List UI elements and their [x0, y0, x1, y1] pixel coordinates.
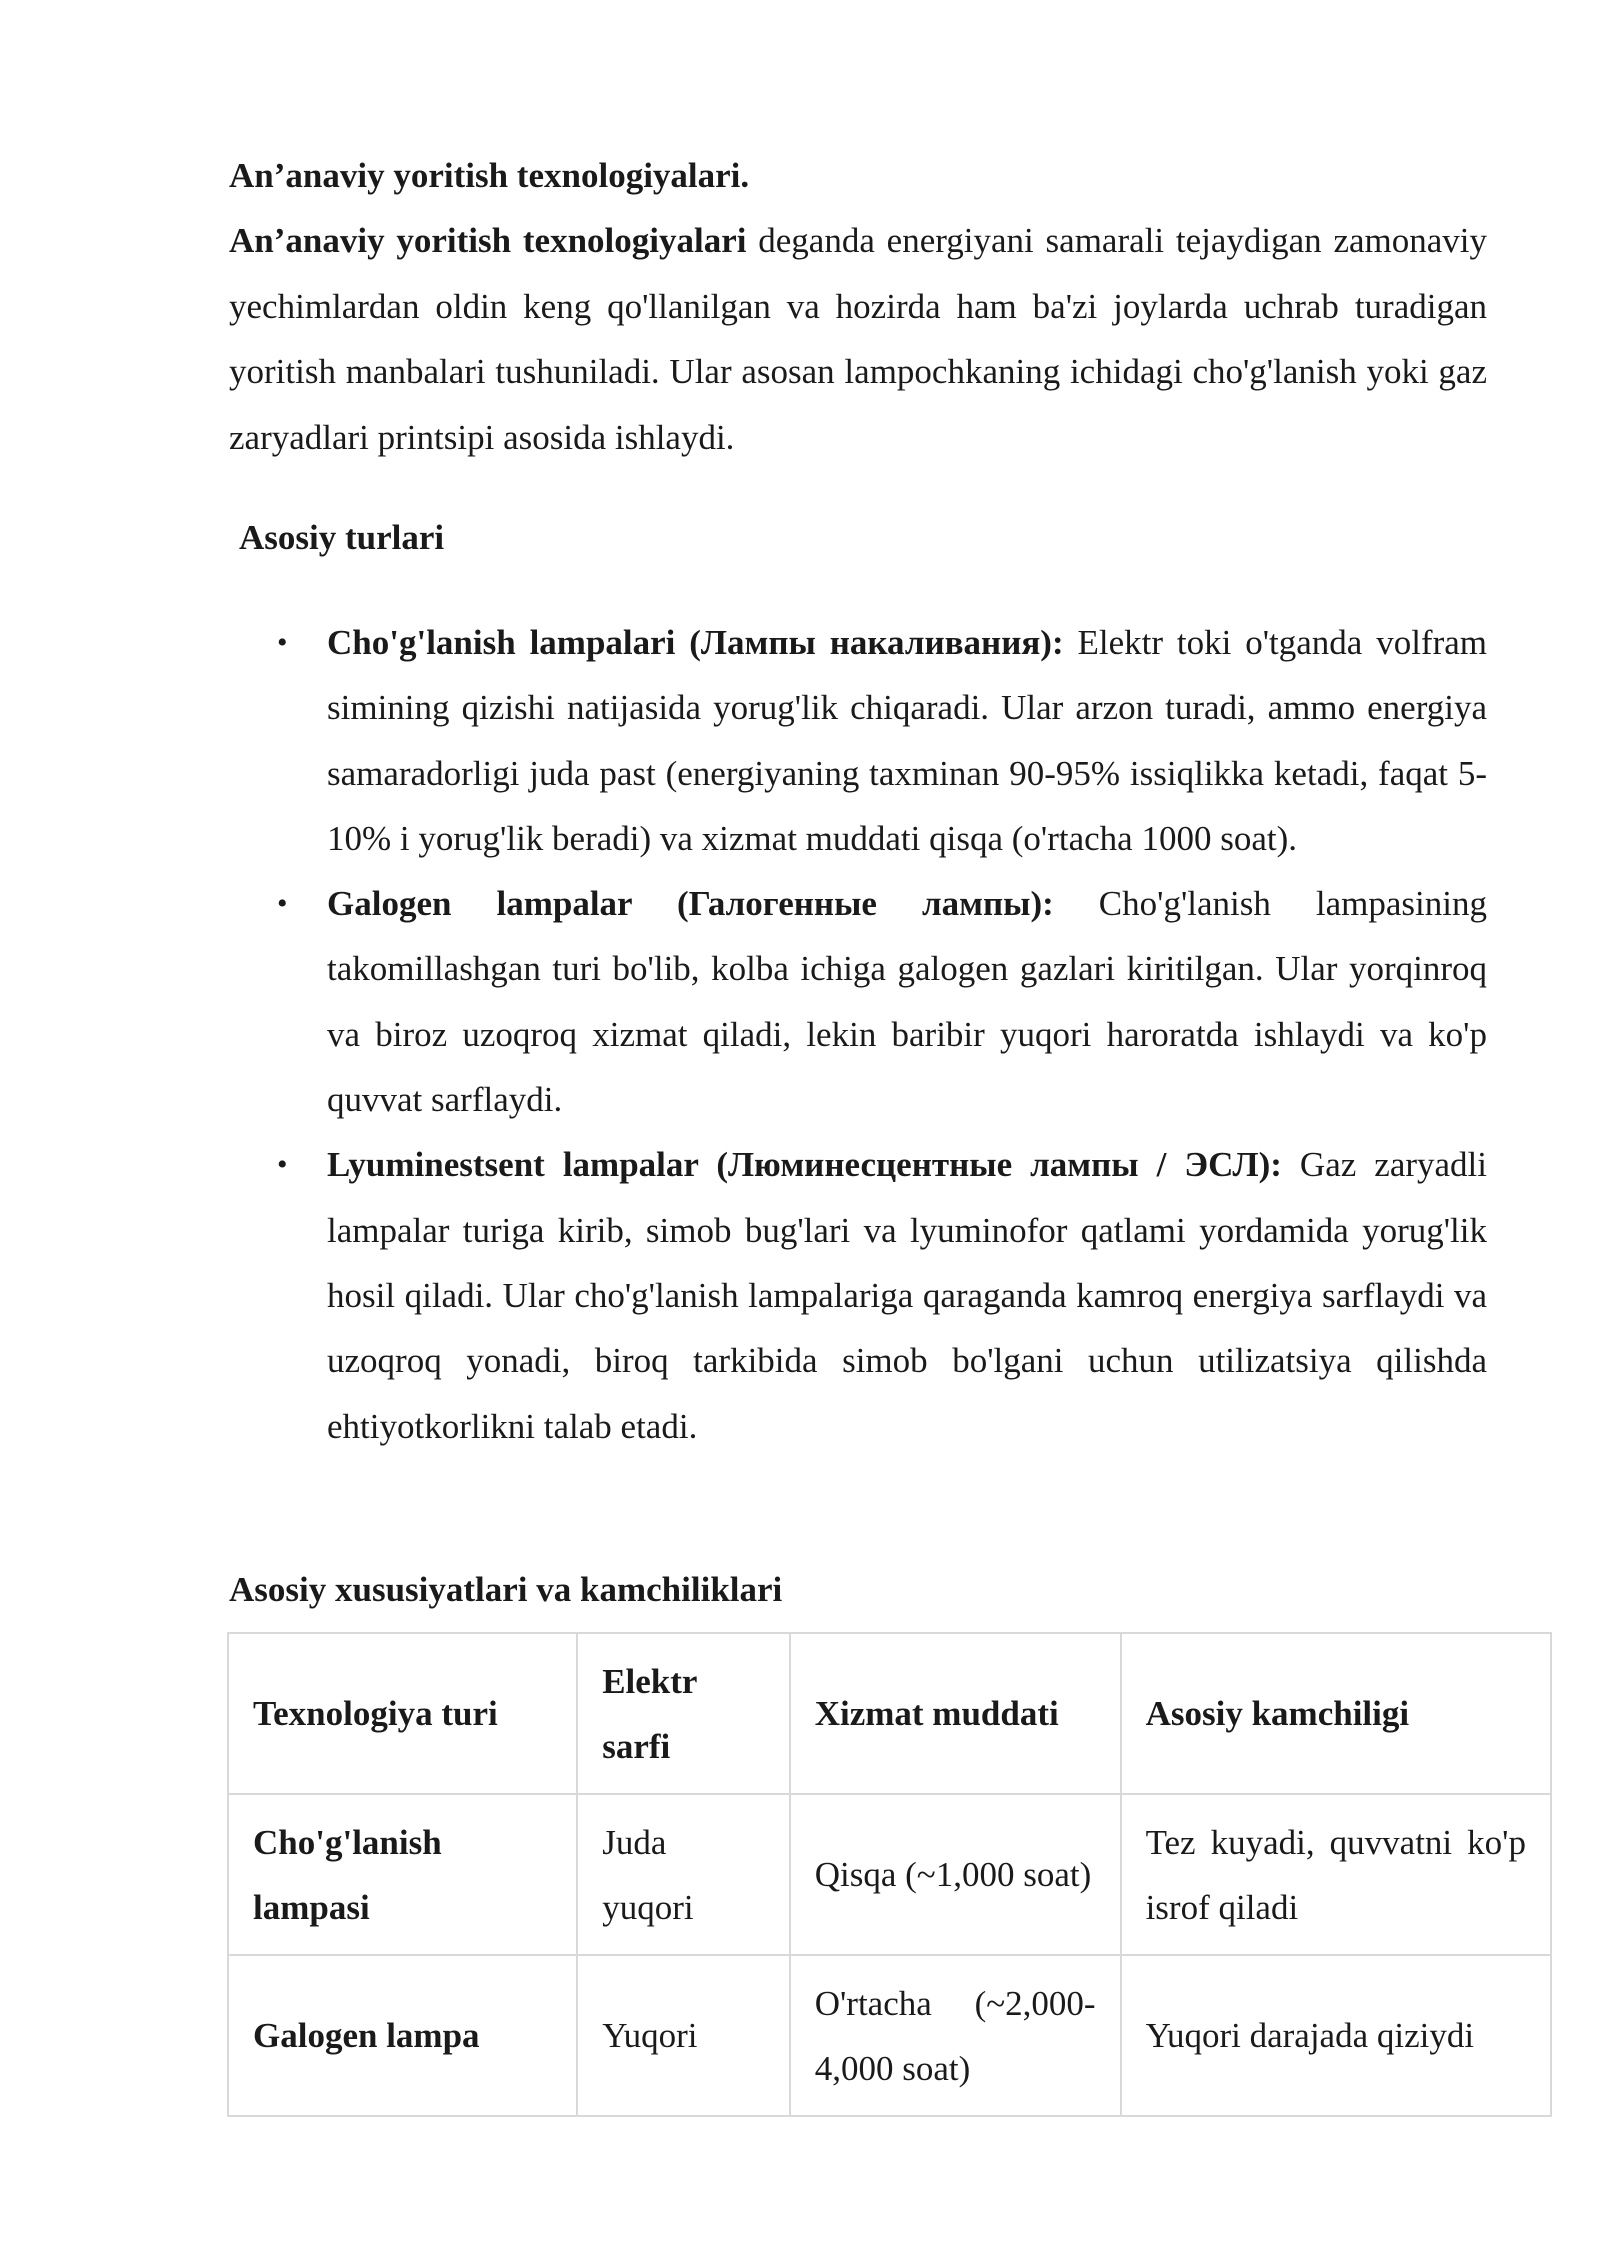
table-header-cell: Xizmat muddati: [790, 1633, 1121, 1794]
table-cell: Galogen lampa: [228, 1955, 577, 2116]
bullet-icon: •: [277, 626, 288, 659]
table-cell: Juda yuqori: [577, 1794, 790, 1955]
types-list: [229, 610, 1487, 1459]
table-cell: Qisqa (~1,000 soat): [790, 1794, 1121, 1955]
list-item-text: Cho'g'lanish lampasining takomillashgan turi bo'lib, kolba ichiga galogen gazlari kiritilgan. Ular yorqinroq va biroz uzoqroq xizmat qiladi, lekin baribir yuqori haroratda ishlaydi va ko'p quvvat sarflaydi.: [327, 884, 1487, 1120]
table-cell: Tez kuyadi, quvvatni ko'p isrof qiladi: [1121, 1794, 1551, 1955]
list-item-name: Cho'g'lanish lampalari (Лампы накаливания):: [327, 623, 1064, 662]
document-title: An’anaviy yoritish texnologiyalari.: [229, 156, 750, 195]
types-heading: Asosiy turlari: [239, 518, 445, 557]
list-item-name: Galogen lampalar (Галогенные лампы):: [327, 884, 1054, 924]
table-row: [228, 1794, 1551, 1955]
table-cell: Cho'g'lanish lampasi: [228, 1794, 577, 1955]
table-header-cell: Asosiy kamchiligi: [1121, 1633, 1551, 1794]
table-cell: O'rtacha (~2,000-4,000 soat): [790, 1955, 1121, 2116]
table-header-row: [228, 1633, 1551, 1794]
comparison-table: [227, 1632, 1552, 2117]
list-item-text: Gaz zaryadli lampalar turiga kirib, simob bug'lari va lyuminofor qatlami yordamida yorug'lik hosil qiladi. Ular cho'g'lanish lampalariga qaraganda kamroq energiya sarflaydi va uzoqroq yonadi, biroq tarkibida simob bo'lgani uchun utilizatsiya qilishda ehtiyotkorlikni talab etadi.: [327, 1145, 1488, 1446]
table-heading: Asosiy xususiyatlari va kamchiliklari: [229, 1570, 783, 1609]
list-item-name: Lyuminestsent lampalar (Люминесцентные лампы / ЭСЛ):: [327, 1145, 1282, 1185]
bullet-icon: •: [277, 1148, 288, 1182]
table-cell: Yuqori darajada qiziydi: [1121, 1955, 1551, 2116]
bullet-icon: •: [277, 887, 288, 921]
list-item: [229, 1132, 1487, 1458]
table-row: [228, 1955, 1551, 2116]
list-item: [229, 610, 1487, 871]
list-item: [229, 871, 1487, 1132]
intro-text: deganda energiyani samarali tejaydigan zamonaviy yechimlardan oldin keng qo'llanilgan va hozirda ham ba'zi joylarda uchrab turadigan yoritish manbalari tushuniladi. Ular asosan lampochkaning ichidagi cho'g'lanish yoki gaz zaryadlari printsipi asosida ishlaydi.: [229, 221, 1487, 457]
intro-paragraph: [229, 208, 1487, 470]
intro-bold-lead: An’anaviy yoritish texnologiyalari: [229, 221, 747, 260]
table-header-cell: Elektr sarfi: [577, 1633, 790, 1794]
list-item-text: Elektr toki o'tganda volfram simining qizishi natijasida yorug'lik chiqaradi. Ular arzon turadi, ammo energiya samaradorligi juda past (energiyaning taxminan 90-95% issiqlikka ketadi, faqat 5-10% i yorug'lik beradi) va xizmat muddati qisqa (o'rtacha 1000 soat).: [327, 623, 1488, 858]
table-cell: Yuqori: [577, 1955, 790, 2116]
table-header-cell: Texnologiya turi: [228, 1633, 577, 1794]
